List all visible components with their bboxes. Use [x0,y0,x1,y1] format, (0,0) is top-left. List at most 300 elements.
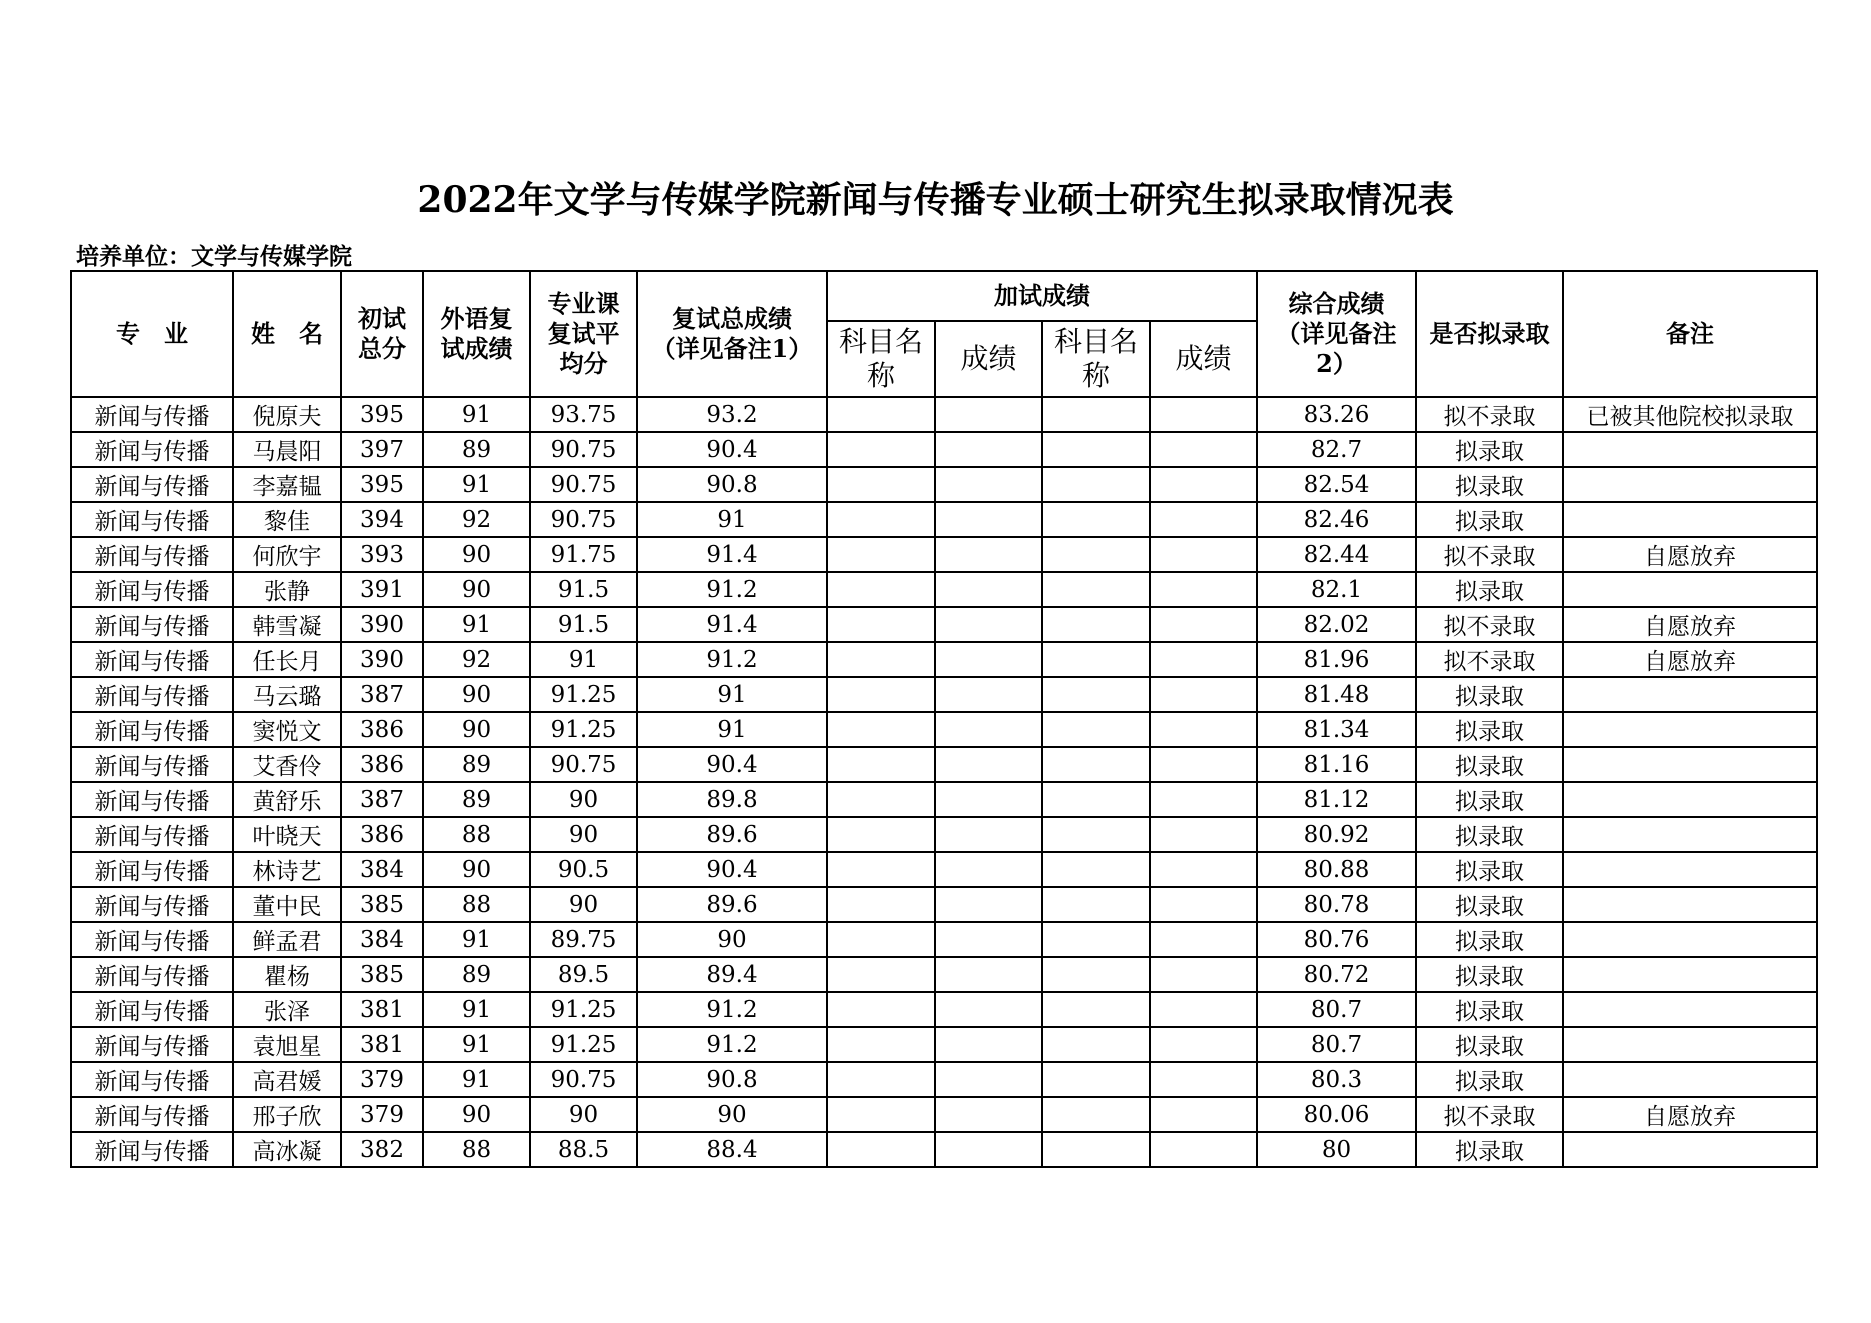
cell-prof-score: 91.5 [530,607,637,642]
header-initial-line1: 初试 [358,304,406,333]
cell-foreign-score: 91 [423,992,530,1027]
cell-admit: 拟录取 [1416,852,1563,887]
header-foreign-score [423,271,530,397]
cell-score-2 [1150,1062,1257,1097]
table-row [71,817,1817,852]
cell-score-2 [1150,502,1257,537]
cell-score-2 [1150,817,1257,852]
cell-prof-score: 90.5 [530,852,637,887]
cell-retest-score: 90.4 [637,852,827,887]
cell-major: 新闻与传播 [71,1027,233,1062]
cell-score-1 [935,747,1042,782]
cell-subject-2 [1042,397,1150,432]
cell-score-1 [935,922,1042,957]
cell-remark [1563,852,1817,887]
table-body [71,397,1817,1167]
cell-major: 新闻与传播 [71,782,233,817]
cell-composite-score: 82.46 [1257,502,1416,537]
cell-score-2 [1150,607,1257,642]
cell-retest-score: 91.4 [637,537,827,572]
table-row [71,467,1817,502]
cell-subject-1 [827,607,935,642]
cell-composite-score: 80.7 [1257,1027,1416,1062]
header-score-1: 成绩 [935,321,1042,397]
cell-remark [1563,1027,1817,1062]
cell-major: 新闻与传播 [71,572,233,607]
cell-retest-score: 91.2 [637,1027,827,1062]
cell-score-2 [1150,887,1257,922]
cell-prof-score: 90.75 [530,502,637,537]
table-row [71,397,1817,432]
cell-remark [1563,1132,1817,1167]
cell-prof-score: 93.75 [530,397,637,432]
cell-name: 叶晓天 [233,817,341,852]
cell-major: 新闻与传播 [71,607,233,642]
cell-remark: 自愿放弃 [1563,642,1817,677]
cell-score-1 [935,1097,1042,1132]
cell-retest-score: 90.8 [637,1062,827,1097]
cell-foreign-score: 90 [423,712,530,747]
header-prof-line3: 均分 [559,349,608,378]
cell-prof-score: 90 [530,782,637,817]
cell-score-2 [1150,922,1257,957]
table-row [71,1027,1817,1062]
header-foreign-line1: 外语复 [440,304,513,333]
cell-major: 新闻与传播 [71,712,233,747]
cell-admit: 拟录取 [1416,432,1563,467]
cell-subject-1 [827,922,935,957]
cell-major: 新闻与传播 [71,992,233,1027]
cell-prof-score: 91.5 [530,572,637,607]
cell-foreign-score: 89 [423,957,530,992]
cell-score-2 [1150,432,1257,467]
page-title: 2022年文学与传媒学院新闻与传播专业硕士研究生拟录取情况表 [417,179,1454,221]
cell-prof-score: 91 [530,642,637,677]
cell-retest-score: 88.4 [637,1132,827,1167]
cell-subject-1 [827,1062,935,1097]
cell-subject-1 [827,677,935,712]
cell-retest-score: 89.6 [637,817,827,852]
cell-name: 艾香伶 [233,747,341,782]
cell-prof-score: 91.25 [530,712,637,747]
header-composite-line1: 综合成绩 [1288,289,1385,318]
cell-score-1 [935,1062,1042,1097]
cell-major: 新闻与传播 [71,957,233,992]
cell-retest-score: 91.2 [637,992,827,1027]
cell-name: 倪原夫 [233,397,341,432]
header-retest-line1: 复试总成绩 [672,304,792,333]
cell-composite-score: 80.88 [1257,852,1416,887]
cell-name: 马晨阳 [233,432,341,467]
table-row [71,502,1817,537]
cell-subject-1 [827,957,935,992]
cell-major: 新闻与传播 [71,747,233,782]
header-extra-exam: 加试成绩 [827,271,1257,321]
cell-foreign-score: 90 [423,537,530,572]
cell-name: 张泽 [233,992,341,1027]
cell-prof-score: 91.25 [530,1027,637,1062]
cell-prof-score: 91.25 [530,677,637,712]
cell-major: 新闻与传播 [71,467,233,502]
cell-subject-1 [827,642,935,677]
cell-foreign-score: 91 [423,1027,530,1062]
header-prof-line1: 专业课 [547,289,620,318]
cell-admit: 拟录取 [1416,1132,1563,1167]
cell-subject-2 [1042,1132,1150,1167]
cell-major: 新闻与传播 [71,1097,233,1132]
cell-subject-2 [1042,887,1150,922]
cell-name: 瞿杨 [233,957,341,992]
cell-remark [1563,572,1817,607]
cell-subject-2 [1042,537,1150,572]
cell-prof-score: 90 [530,1097,637,1132]
cell-admit: 拟不录取 [1416,642,1563,677]
header-admit: 是否拟录取 [1416,271,1563,397]
cell-admit: 拟不录取 [1416,397,1563,432]
cell-score-2 [1150,852,1257,887]
cell-subject-1 [827,432,935,467]
cell-name: 窦悦文 [233,712,341,747]
cell-major: 新闻与传播 [71,537,233,572]
cell-foreign-score: 91 [423,607,530,642]
cell-admit: 拟录取 [1416,957,1563,992]
cell-score-1 [935,537,1042,572]
header-foreign-line2: 试成绩 [440,334,513,363]
cell-name: 鲜孟君 [233,922,341,957]
cell-score-2 [1150,642,1257,677]
cell-prof-score: 91.75 [530,537,637,572]
table-row [71,712,1817,747]
cell-composite-score: 80.3 [1257,1062,1416,1097]
cell-prof-score: 91.25 [530,992,637,1027]
cell-score-2 [1150,992,1257,1027]
cell-score-1 [935,572,1042,607]
cell-composite-score: 81.96 [1257,642,1416,677]
header-remark: 备注 [1563,271,1817,397]
cell-composite-score: 82.44 [1257,537,1416,572]
cell-admit: 拟录取 [1416,887,1563,922]
cell-subject-2 [1042,607,1150,642]
cell-retest-score: 91 [637,502,827,537]
cell-subject-2 [1042,467,1150,502]
cell-name: 张静 [233,572,341,607]
cell-initial-score: 382 [341,1132,423,1167]
cell-foreign-score: 91 [423,1062,530,1097]
cell-score-2 [1150,572,1257,607]
header-composite-score [1257,271,1416,397]
cell-retest-score: 90.8 [637,467,827,502]
training-unit-label: 培养单位：文学与传媒学院 [76,243,352,270]
cell-subject-1 [827,572,935,607]
cell-initial-score: 393 [341,537,423,572]
header-initial-line2: 总分 [358,334,406,363]
cell-foreign-score: 90 [423,1097,530,1132]
header-subject-2-line1: 科目名 [1053,325,1138,358]
cell-foreign-score: 88 [423,1132,530,1167]
cell-score-2 [1150,467,1257,502]
cell-score-1 [935,1132,1042,1167]
header-subject-2 [1042,321,1150,397]
cell-score-2 [1150,747,1257,782]
cell-admit: 拟不录取 [1416,1097,1563,1132]
cell-score-1 [935,607,1042,642]
cell-name: 邢子欣 [233,1097,341,1132]
cell-prof-score: 89.75 [530,922,637,957]
cell-subject-1 [827,1097,935,1132]
cell-subject-2 [1042,1062,1150,1097]
cell-admit: 拟录取 [1416,502,1563,537]
cell-retest-score: 91 [637,712,827,747]
header-subject-1 [827,321,935,397]
cell-composite-score: 82.02 [1257,607,1416,642]
cell-admit: 拟录取 [1416,747,1563,782]
header-retest-line2: （详见备注1） [651,334,813,363]
cell-subject-2 [1042,712,1150,747]
cell-admit: 拟不录取 [1416,607,1563,642]
cell-name: 任长月 [233,642,341,677]
table-row [71,852,1817,887]
header-name: 姓 名 [233,271,341,397]
cell-major: 新闻与传播 [71,677,233,712]
cell-initial-score: 385 [341,957,423,992]
header-prof-score [530,271,637,397]
cell-major: 新闻与传播 [71,852,233,887]
cell-subject-1 [827,747,935,782]
cell-subject-2 [1042,1027,1150,1062]
header-initial-score [341,271,423,397]
table-row [71,747,1817,782]
cell-foreign-score: 92 [423,502,530,537]
header-major: 专 业 [71,271,233,397]
cell-score-1 [935,677,1042,712]
cell-admit: 拟录取 [1416,817,1563,852]
cell-subject-2 [1042,642,1150,677]
cell-initial-score: 387 [341,677,423,712]
table-row [71,887,1817,922]
cell-initial-score: 386 [341,817,423,852]
cell-name: 黎佳 [233,502,341,537]
cell-score-1 [935,502,1042,537]
cell-composite-score: 81.12 [1257,782,1416,817]
cell-name: 高君媛 [233,1062,341,1097]
cell-major: 新闻与传播 [71,922,233,957]
cell-retest-score: 91.2 [637,572,827,607]
cell-score-2 [1150,957,1257,992]
cell-name: 袁旭星 [233,1027,341,1062]
cell-score-1 [935,957,1042,992]
table-row [71,1062,1817,1097]
cell-remark [1563,922,1817,957]
header-composite-line3: 2） [1316,349,1357,378]
cell-foreign-score: 89 [423,747,530,782]
cell-score-2 [1150,782,1257,817]
cell-score-2 [1150,397,1257,432]
cell-admit: 拟不录取 [1416,537,1563,572]
cell-initial-score: 395 [341,467,423,502]
cell-foreign-score: 88 [423,887,530,922]
cell-prof-score: 89.5 [530,957,637,992]
cell-score-1 [935,397,1042,432]
cell-admit: 拟录取 [1416,712,1563,747]
cell-foreign-score: 91 [423,397,530,432]
cell-score-2 [1150,1027,1257,1062]
cell-name: 何欣宇 [233,537,341,572]
cell-remark: 自愿放弃 [1563,1097,1817,1132]
table-row [71,1132,1817,1167]
cell-remark: 已被其他院校拟录取 [1563,397,1817,432]
cell-initial-score: 384 [341,852,423,887]
cell-composite-score: 83.26 [1257,397,1416,432]
cell-subject-2 [1042,502,1150,537]
cell-subject-2 [1042,1097,1150,1132]
cell-name: 高冰凝 [233,1132,341,1167]
cell-foreign-score: 90 [423,852,530,887]
cell-subject-2 [1042,852,1150,887]
cell-score-2 [1150,712,1257,747]
cell-subject-2 [1042,747,1150,782]
cell-admit: 拟录取 [1416,572,1563,607]
cell-score-2 [1150,537,1257,572]
cell-admit: 拟录取 [1416,677,1563,712]
cell-initial-score: 397 [341,432,423,467]
cell-name: 马云璐 [233,677,341,712]
cell-score-1 [935,992,1042,1027]
cell-composite-score: 80.06 [1257,1097,1416,1132]
admission-table [70,270,1818,1168]
cell-subject-1 [827,992,935,1027]
cell-foreign-score: 89 [423,432,530,467]
header-score-2: 成绩 [1150,321,1257,397]
header-subject-1-line2: 称 [866,359,895,392]
cell-composite-score: 80.92 [1257,817,1416,852]
cell-composite-score: 80 [1257,1132,1416,1167]
cell-remark: 自愿放弃 [1563,607,1817,642]
cell-remark [1563,712,1817,747]
cell-initial-score: 386 [341,747,423,782]
cell-remark [1563,782,1817,817]
header-composite-line2: （详见备注 [1276,319,1397,348]
table-row [71,572,1817,607]
cell-major: 新闻与传播 [71,1132,233,1167]
cell-composite-score: 81.16 [1257,747,1416,782]
header-retest-score [637,271,827,397]
cell-score-1 [935,712,1042,747]
cell-subject-1 [827,852,935,887]
cell-subject-1 [827,712,935,747]
cell-subject-1 [827,817,935,852]
cell-subject-2 [1042,922,1150,957]
cell-composite-score: 82.1 [1257,572,1416,607]
cell-foreign-score: 89 [423,782,530,817]
cell-retest-score: 90 [637,1097,827,1132]
cell-initial-score: 387 [341,782,423,817]
cell-prof-score: 90 [530,817,637,852]
cell-retest-score: 93.2 [637,397,827,432]
cell-subject-1 [827,782,935,817]
table-row [71,782,1817,817]
cell-score-1 [935,852,1042,887]
cell-initial-score: 384 [341,922,423,957]
cell-initial-score: 381 [341,992,423,1027]
cell-score-1 [935,432,1042,467]
cell-foreign-score: 92 [423,642,530,677]
cell-major: 新闻与传播 [71,1062,233,1097]
cell-score-1 [935,782,1042,817]
cell-retest-score: 89.8 [637,782,827,817]
cell-remark [1563,1062,1817,1097]
cell-remark [1563,817,1817,852]
table-row [71,432,1817,467]
cell-score-1 [935,1027,1042,1062]
cell-retest-score: 91 [637,677,827,712]
cell-subject-1 [827,502,935,537]
cell-prof-score: 90.75 [530,467,637,502]
cell-major: 新闻与传播 [71,432,233,467]
cell-subject-2 [1042,677,1150,712]
cell-initial-score: 381 [341,1027,423,1062]
cell-composite-score: 81.34 [1257,712,1416,747]
cell-name: 李嘉韫 [233,467,341,502]
cell-foreign-score: 88 [423,817,530,852]
table-row [71,922,1817,957]
cell-name: 黄舒乐 [233,782,341,817]
cell-admit: 拟录取 [1416,782,1563,817]
table-row [71,537,1817,572]
cell-subject-1 [827,1132,935,1167]
cell-subject-2 [1042,572,1150,607]
cell-admit: 拟录取 [1416,467,1563,502]
cell-foreign-score: 91 [423,467,530,502]
cell-retest-score: 90.4 [637,747,827,782]
cell-remark [1563,677,1817,712]
cell-retest-score: 90.4 [637,432,827,467]
cell-score-1 [935,467,1042,502]
cell-retest-score: 89.4 [637,957,827,992]
cell-retest-score: 89.6 [637,887,827,922]
cell-composite-score: 80.72 [1257,957,1416,992]
cell-composite-score: 81.48 [1257,677,1416,712]
cell-prof-score: 90 [530,887,637,922]
header-prof-line2: 复试平 [547,319,620,348]
cell-subject-1 [827,467,935,502]
cell-subject-2 [1042,992,1150,1027]
cell-foreign-score: 90 [423,572,530,607]
cell-subject-2 [1042,782,1150,817]
cell-name: 林诗艺 [233,852,341,887]
cell-subject-1 [827,397,935,432]
cell-retest-score: 91.4 [637,607,827,642]
table-row [71,607,1817,642]
cell-remark [1563,467,1817,502]
cell-retest-score: 91.2 [637,642,827,677]
cell-score-1 [935,887,1042,922]
cell-major: 新闻与传播 [71,887,233,922]
cell-initial-score: 390 [341,607,423,642]
cell-prof-score: 88.5 [530,1132,637,1167]
cell-remark: 自愿放弃 [1563,537,1817,572]
cell-initial-score: 379 [341,1097,423,1132]
cell-admit: 拟录取 [1416,992,1563,1027]
cell-subject-2 [1042,957,1150,992]
cell-remark [1563,887,1817,922]
cell-prof-score: 90.75 [530,747,637,782]
table-row [71,957,1817,992]
cell-initial-score: 385 [341,887,423,922]
cell-remark [1563,502,1817,537]
cell-subject-1 [827,887,935,922]
cell-foreign-score: 91 [423,922,530,957]
cell-admit: 拟录取 [1416,1062,1563,1097]
